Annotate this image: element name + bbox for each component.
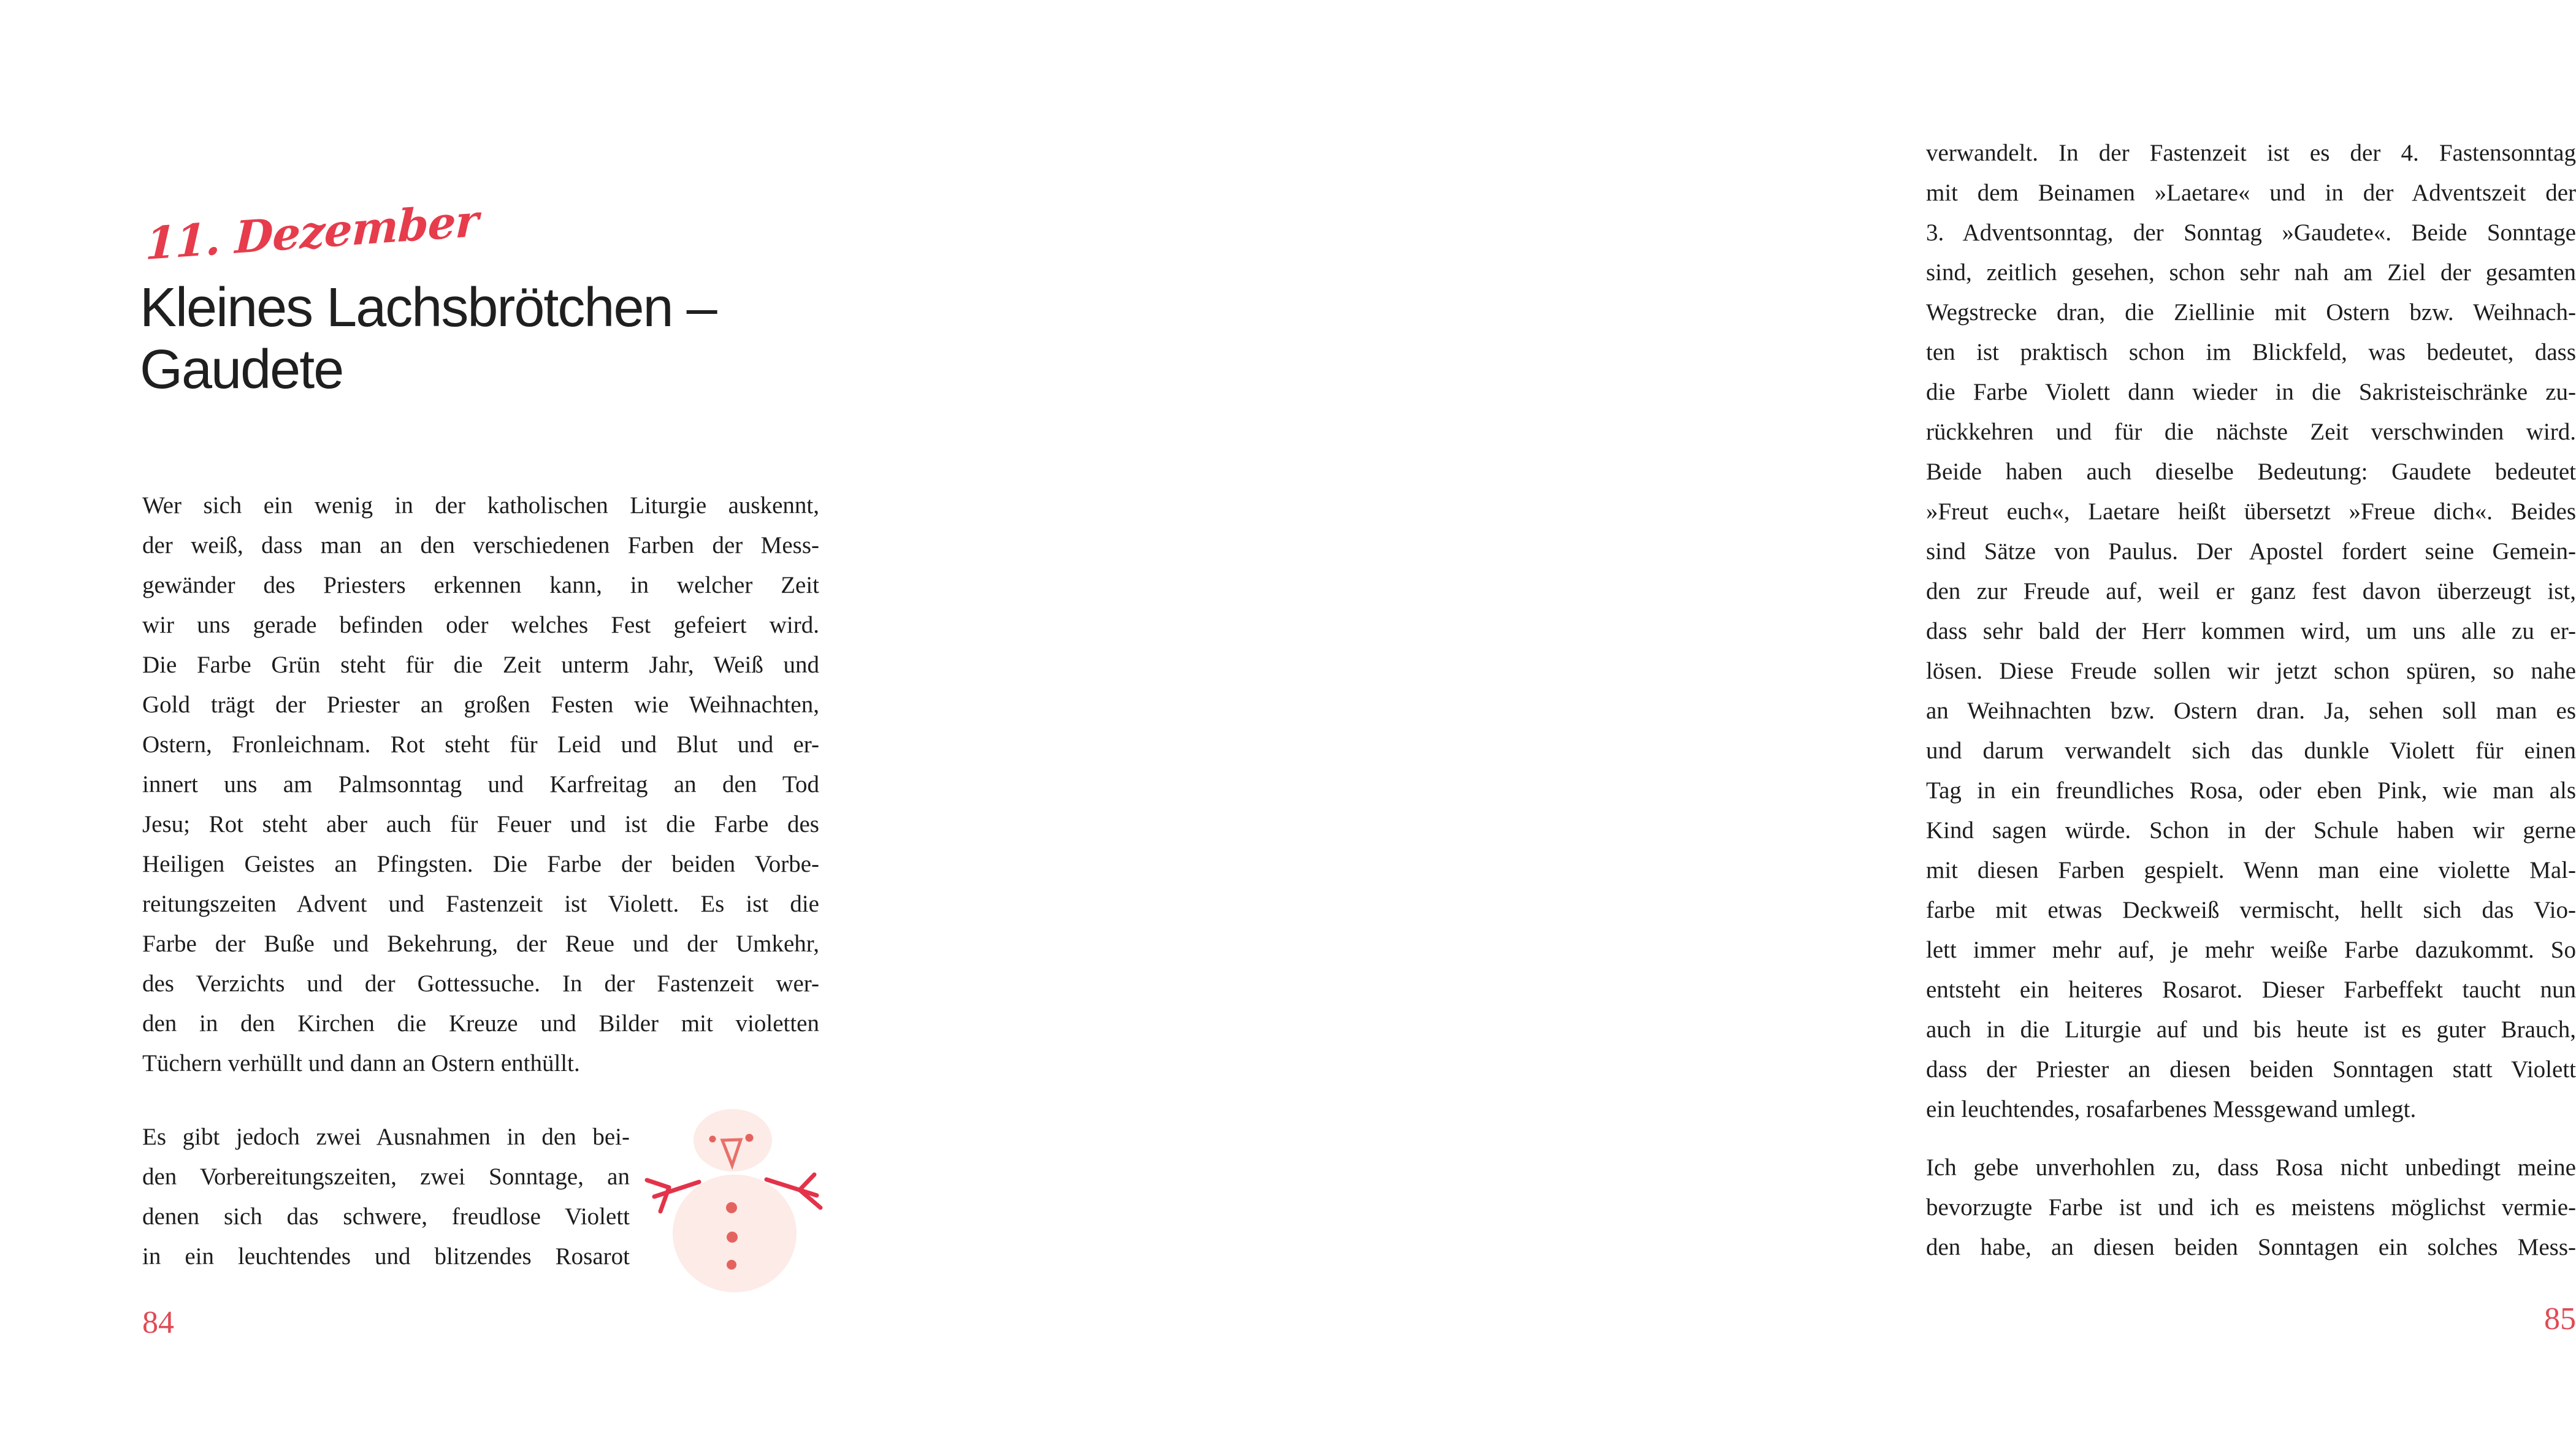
- page-number-right: 85: [2544, 1301, 2576, 1336]
- snowman-button: [726, 1202, 737, 1213]
- text-line: Jesu; Rot steht aber auch für Feuer und ist die Farbe des: [142, 811, 819, 837]
- text-line: Die Farbe Grün steht für die Zeit unterm Jahr, Weiß und: [142, 652, 819, 678]
- snowman-eye-right: [746, 1134, 754, 1142]
- text-line: Farbe der Buße und Bekehrung, der Reue und der Umkehr,: [142, 931, 819, 957]
- text-line: lösen. Diese Freude sollen wir jetzt schon spüren, so nahe: [1926, 658, 2576, 684]
- text-line: Heiligen Geistes an Pfingsten. Die Farbe der beiden Vorbe-: [142, 851, 819, 877]
- page-right: [905, 0, 2576, 1448]
- text-line: Beide haben auch dieselbe Bedeutung: Gaudete bedeutet: [1926, 459, 2576, 485]
- text-line: den Vorbereitungszeiten, zwei Sonntage, an: [142, 1164, 630, 1190]
- chapter-title-line1: Kleines Lachsbrötchen –: [140, 277, 716, 338]
- text-line: Tüchern verhüllt und dann an Ostern enthüllt.: [142, 1050, 580, 1076]
- text-line: »Freut euch«, Laetare heißt übersetzt »Freue dich«. Beides: [1926, 498, 2576, 525]
- snowman-button: [727, 1232, 738, 1243]
- text-line: ten ist praktisch schon im Blickfeld, was bedeutet, dass: [1926, 339, 2576, 365]
- text-line: in ein leuchtendes und blitzendes Rosarot: [142, 1243, 630, 1270]
- text-line: dass der Priester an diesen beiden Sonntagen statt Violett: [1926, 1056, 2576, 1083]
- text-line: 3. Adventsonntag, der Sonntag »Gaudete«. Beide Sonntage: [1926, 219, 2576, 246]
- text-line: lett immer mehr auf, je mehr weiße Farbe dazukommt. So: [1926, 937, 2576, 963]
- chapter-date: 11. Dezember: [144, 194, 479, 270]
- text-line: verwandelt. In der Fastenzeit ist es der 4. Fastensonntag: [1926, 140, 2576, 166]
- body-paragraph-2-left: [142, 1117, 630, 1276]
- text-line: den zur Freude auf, weil er ganz fest davon überzeugt ist,: [1926, 578, 2576, 604]
- text-line: und darum verwandelt sich das dunkle Violett für einen: [1926, 737, 2576, 764]
- body-paragraph-2-right: [1926, 1148, 2576, 1267]
- body-paragraph-1-left: [142, 486, 819, 1083]
- text-line: Wegstrecke dran, die Ziellinie mit Ostern bzw. Weihnach-: [1926, 299, 2576, 326]
- text-line: den habe, an diesen beiden Sonntagen ein solches Mess-: [1926, 1234, 2576, 1260]
- text-line: Es gibt jedoch zwei Ausnahmen in den bei-: [142, 1124, 630, 1150]
- text-line: Tag in ein freundliches Rosa, oder eben Pink, wie man als: [1926, 777, 2576, 804]
- text-line: Ich gebe unverhohlen zu, dass Rosa nicht unbedingt meine: [1926, 1154, 2576, 1181]
- text-line: Gold trägt der Priester an großen Festen wie Weihnachten,: [142, 692, 819, 718]
- text-line: an Weihnachten bzw. Ostern dran. Ja, sehen soll man es: [1926, 698, 2576, 724]
- text-line: gewänder des Priesters erkennen kann, in welcher Zeit: [142, 572, 819, 598]
- page-left: [0, 0, 905, 1448]
- text-line: ein leuchtendes, rosafarbenes Messgewand umlegt.: [1926, 1096, 2417, 1122]
- text-line: reitungszeiten Advent und Fastenzeit ist Violett. Es ist die: [142, 891, 819, 917]
- snowman-icon: [641, 1103, 825, 1294]
- snowman-button: [727, 1260, 736, 1270]
- text-line: innert uns am Palmsonntag und Karfreitag an den Tod: [142, 771, 819, 798]
- text-line: Kind sagen würde. Schon in der Schule haben wir gerne: [1926, 817, 2576, 844]
- text-line: des Verzichts und der Gottessuche. In der Fastenzeit wer-: [142, 970, 819, 997]
- text-line: sind, zeitlich gesehen, schon sehr nah am Ziel der gesamten: [1926, 259, 2576, 286]
- text-line: sind Sätze von Paulus. Der Apostel fordert seine Gemein-: [1926, 538, 2576, 565]
- page-number-left: 84: [142, 1305, 174, 1340]
- text-line: rückkehren und für die nächste Zeit verschwinden wird.: [1926, 419, 2576, 445]
- text-line: mit diesen Farben gespielt. Wenn man eine violette Mal-: [1926, 857, 2576, 883]
- text-line: auch in die Liturgie auf und bis heute ist es guter Brauch,: [1926, 1016, 2576, 1043]
- text-line: denen sich das schwere, freudlose Violett: [142, 1203, 630, 1230]
- text-line: farbe mit etwas Deckweiß vermischt, hellt sich das Vio-: [1926, 897, 2576, 923]
- text-line: den in den Kirchen die Kreuze und Bilder mit violetten: [142, 1010, 819, 1037]
- text-line: dass sehr bald der Herr kommen wird, um uns alle zu er-: [1926, 618, 2576, 644]
- text-line: entsteht ein heiteres Rosarot. Dieser Farbeffekt taucht nun: [1926, 977, 2576, 1003]
- text-line: Wer sich ein wenig in der katholischen Liturgie auskennt,: [142, 492, 819, 519]
- text-line: die Farbe Violett dann wieder in die Sakristeischränke zu-: [1926, 379, 2576, 405]
- text-line: wir uns gerade befinden oder welches Fest gefeiert wird.: [142, 612, 819, 638]
- chapter-title: [140, 277, 716, 401]
- chapter-title-line2: Gaudete: [140, 339, 343, 400]
- text-line: mit dem Beinamen »Laetare« und in der Adventszeit der: [1926, 180, 2576, 206]
- body-paragraph-1-right: [1926, 133, 2576, 1129]
- text-line: der weiß, dass man an den verschiedenen Farben der Mess-: [142, 532, 819, 558]
- text-line: bevorzugte Farbe ist und ich es meistens möglichst vermie-: [1926, 1194, 2576, 1221]
- text-line: Ostern, Fronleichnam. Rot steht für Leid und Blut und er-: [142, 731, 819, 758]
- snowman-eye-left: [709, 1136, 716, 1143]
